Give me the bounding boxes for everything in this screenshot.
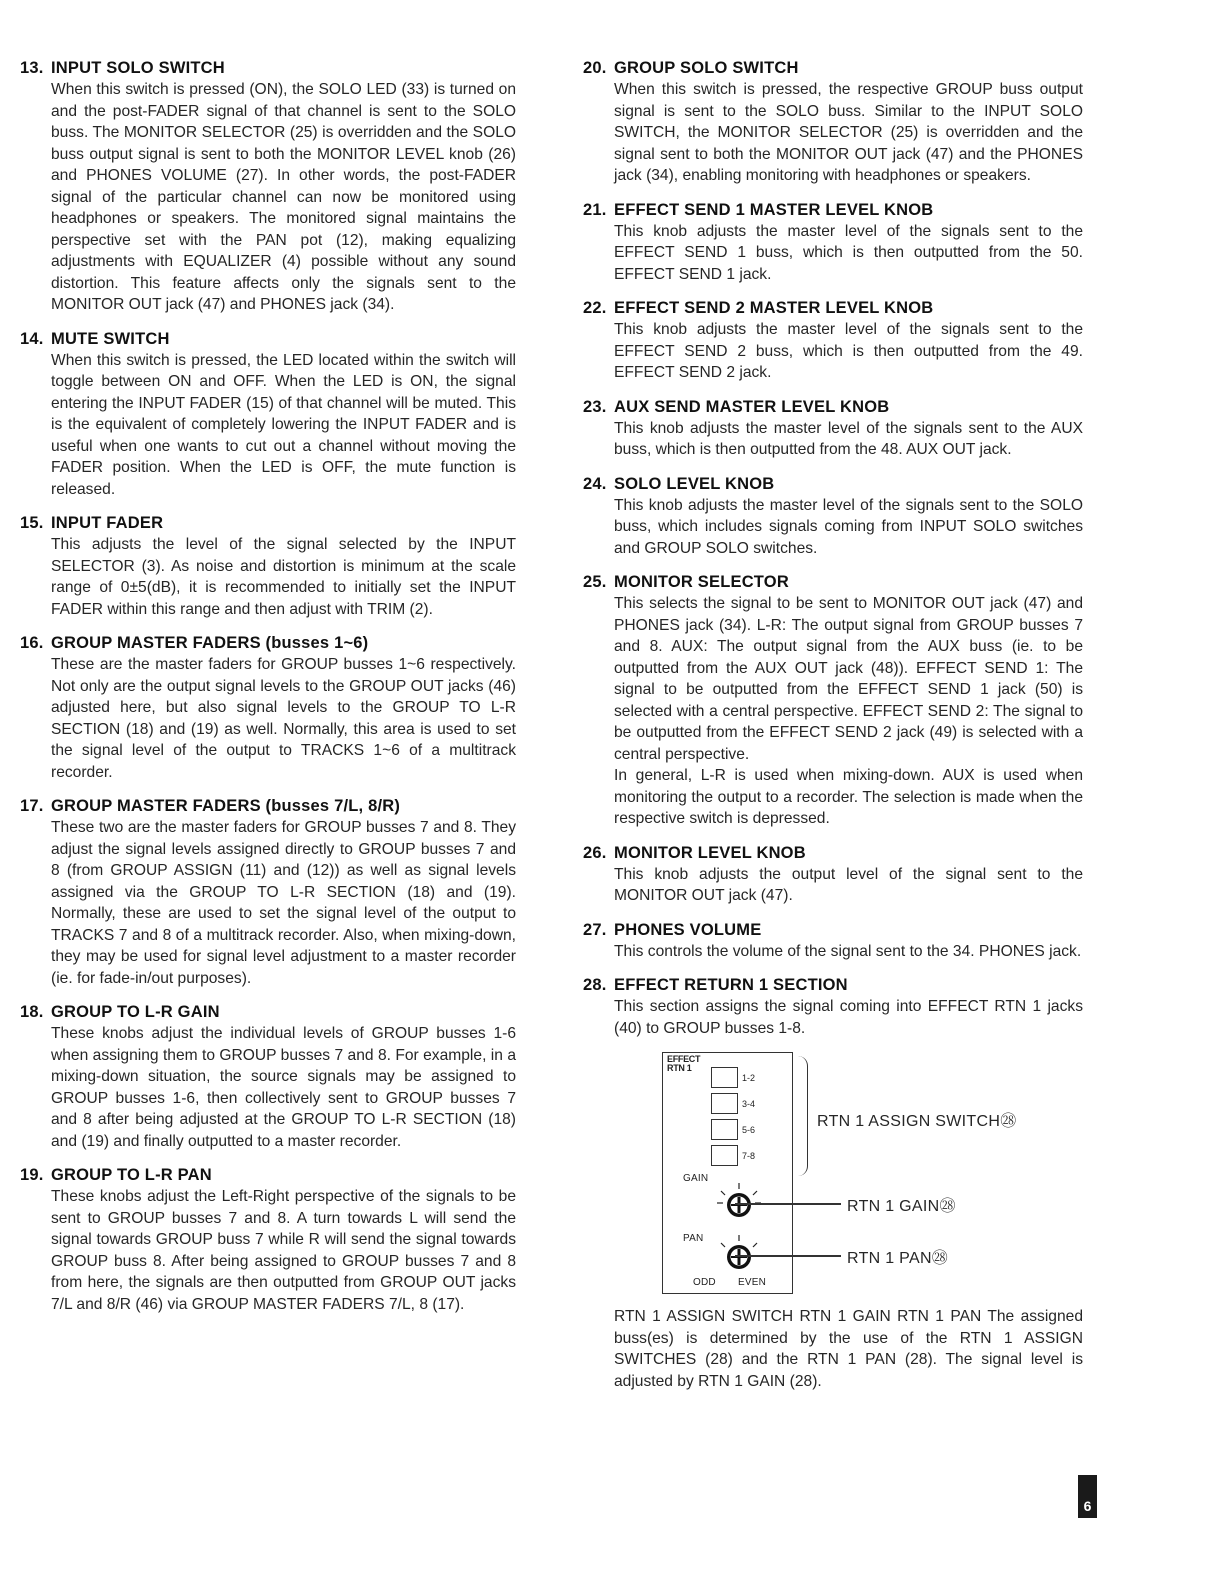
section-body: When this switch is pressed, the LED located within the switch will toggle between ON and OFF. When the LED is ON, the signal entering the INPUT FADER (15) of that channel will be muted. This is the equivalent of completely lowering the INPUT FADER and is useful when one wants to cut out a channel without moving the FADER position. When the LED is OFF, the mute function is released. — [51, 351, 516, 498]
assign-switch-3-4 — [711, 1093, 738, 1114]
gain-label: GAIN — [683, 1173, 709, 1184]
section-number: 23. — [583, 397, 607, 416]
assign-switch-5-6 — [711, 1119, 738, 1140]
callout-assign-switch: RTN 1 ASSIGN SWITCH㉘ — [817, 1113, 1017, 1130]
gain-leader-line — [735, 1203, 841, 1205]
section-body: These are the master faders for GROUP busses 1~6 respectively. Not only are the output signal levels to the GROUP OUT jacks (46) adjusted here, but also signal levels to the GROUP TO L-R SECTION (18) and (19) as well. Normally, this area is used to set the signal level of the output to TRACKS 1~6 of a multitrack recorder. — [51, 656, 516, 781]
pan-label: PAN — [683, 1233, 704, 1244]
switch-label-3-4: 3-4 — [742, 1099, 756, 1109]
section-number: 22. — [583, 299, 607, 317]
section-27 — [583, 920, 1083, 963]
section-number: 14. — [20, 329, 44, 348]
section-title: MONITOR LEVEL KNOB — [614, 843, 806, 862]
section-heading — [583, 920, 1083, 941]
section-28-continued — [583, 1306, 1083, 1392]
panel-title: EFFECT RTN 1 — [667, 1054, 701, 1073]
section-heading — [583, 397, 1083, 418]
section-number: 13. — [20, 59, 44, 77]
section-number: 15. — [20, 514, 44, 532]
assign-brace — [797, 1056, 808, 1176]
left-column — [20, 58, 516, 1328]
section-13 — [20, 58, 516, 316]
pan-leader-line — [735, 1255, 841, 1257]
section-heading — [20, 513, 516, 534]
switch-label-7-8: 7-8 — [742, 1151, 756, 1161]
section-number: 21. — [583, 200, 607, 219]
section-heading — [20, 1002, 516, 1023]
gain-knob-icon — [711, 1181, 767, 1229]
section-heading — [20, 796, 516, 817]
section-18 — [20, 1002, 516, 1152]
section-title: EFFECT SEND 1 MASTER LEVEL KNOB — [614, 200, 934, 219]
section-body: When this switch is pressed (ON), the SOLO LED (33) is turned on and the post-FADER signal of that channel is sent to the SOLO buss. The MONITOR SELECTOR (25) is overridden and the SOLO buss output signal is sent to both the MONITOR LEVEL knob (26) and PHONES VOLUME (27). In other words, the post-FADER signal of the particular channel can now be monitored using headphones or speakers. The monitored signal maintains the perspective set with the PAN pot (12), making equalizing adjustments with EQUALIZER (4) possible without any sound distortion. This feature affects only the signals sent to the MONITOR OUT jack (47) and PHONES jack (34). — [51, 81, 516, 313]
section-28-continued-text: RTN 1 ASSIGN SWITCH RTN 1 GAIN RTN 1 PAN The assigned buss(es) is determined by the use of the RTN 1 ASSIGN SWITCHES (28) and the RTN 1 PAN (28). The signal level is adjusted by RTN 1 GAIN (28). — [614, 1308, 1083, 1390]
section-title: GROUP TO L-R GAIN — [51, 1003, 220, 1021]
section-heading — [583, 572, 1083, 593]
right-column-sections — [583, 58, 1083, 1039]
section-body: This knob adjusts the output level of the signal sent to the MONITOR OUT jack (47). — [614, 865, 1083, 904]
section-22 — [583, 298, 1083, 384]
section-title: GROUP MASTER FADERS (busses 7/L, 8/R) — [51, 797, 401, 815]
section-16 — [20, 633, 516, 783]
right-column — [583, 58, 1083, 1405]
section-heading — [583, 975, 1083, 996]
section-26 — [583, 843, 1083, 907]
section-14 — [20, 329, 516, 501]
section-body: These knobs adjust the individual levels of GROUP busses 1-6 when assigning them to GROUP busses 7 and 8. For example, in a mixing-down situation, the source signals may be assigned to GROUP busses 1-6, then collectively sent to GROUP busses 7 and 8 after being adjusted at the GROUP TO L-R SECTION (18) and (19) and finally outputted to a master recorder. — [51, 1025, 516, 1150]
section-body: This selects the signal to be sent to MONITOR OUT jack (47) and PHONES jack (34). L-R: The output signal from GROUP busses 7 and 8. AUX: The output signal from the AUX buss (ie. to be outputted from the AUX OUT jack (48)). EFFECT SEND 1: The signal to be outputted from the EFFECT SEND 1 jack (50) is selected with a central perspective. EFFECT SEND 2: The signal to be outputted from the EFFECT SEND 2 jack (49) is selected with a central perspective. — [614, 595, 1083, 763]
section-body: These two are the master faders for GROUP busses 7 and 8. They adjust the signal levels assigned directly to GROUP busses 7 and 8 (from GROUP ASSIGN (11) and (12)) as well as signal levels assigned via the GROUP TO L-R SECTION (18) and (19). Normally, these are used to set the signal level of the output to TRACKS 7 and 8 of a multitrack recorder. Also, when mixing-down, they may be used for signal level adjustment to a master recorder (ie. for fade-in/out purposes). — [51, 819, 516, 987]
section-number: 19. — [20, 1166, 44, 1184]
section-body: These knobs adjust the Left-Right perspective of the signals to be sent to GROUP busses 7 and 8. A turn towards L will send the signal towards GROUP buss 7 while R will send the signal towards GROUP buss 8. After being assigned to GROUP busses 7 and 8 from here, the signals are then outputted from GROUP OUT jacks 7/L and 8/R (46) via GROUP MASTER FADERS 7/L, 8 (17). — [51, 1188, 516, 1313]
section-25 — [583, 572, 1083, 830]
section-body: This knob adjusts the master level of the signals sent to the EFFECT SEND 1 buss, which is then outputted from the 50. EFFECT SEND 1 jack. — [614, 222, 1083, 283]
assign-switch-7-8 — [711, 1145, 738, 1166]
effect-return-diagram — [583, 1052, 1083, 1300]
section-title: EFFECT RETURN 1 SECTION — [614, 976, 848, 994]
section-number: 27. — [583, 920, 607, 939]
section-body: When this switch is pressed, the respective GROUP buss output signal is sent to the SOLO buss. Similar to the INPUT SOLO SWITCH, the MONITOR SELECTOR (25) is overridden and the signal sent to both the MONITOR OUT jack (47) and the PHONES jack (34), enabling monitoring with headphones or speakers. — [614, 81, 1083, 184]
section-body: This knob adjusts the master level of the signals sent to the EFFECT SEND 2 buss, which is then outputted from the 49. EFFECT SEND 2 jack. — [614, 321, 1083, 381]
section-title: SOLO LEVEL KNOB — [614, 474, 775, 493]
section-heading — [583, 843, 1083, 864]
section-heading — [583, 298, 1083, 319]
switch-label-1-2: 1-2 — [742, 1073, 756, 1083]
switch-label-5-6: 5-6 — [742, 1125, 756, 1135]
section-20 — [583, 58, 1083, 187]
section-heading — [20, 1165, 516, 1186]
pan-even-label: EVEN — [738, 1277, 767, 1288]
section-body: This adjusts the level of the signal selected by the INPUT SELECTOR (3). As noise and distortion is minimum at the scale range of 0±5(dB), it is recommended to initially set the INPUT FADER within this range and then adjust with TRIM (2). — [51, 536, 516, 618]
section-28 — [583, 975, 1083, 1039]
section-body: In general, L-R is used when mixing-down. AUX is used when monitoring the output to a recorder. The selection is made when the respective switch is depressed. — [614, 767, 1083, 827]
pan-odd-label: ODD — [693, 1277, 716, 1288]
section-17 — [20, 796, 516, 989]
section-number: 20. — [583, 59, 607, 77]
section-title: INPUT FADER — [51, 514, 164, 532]
section-heading — [20, 633, 516, 654]
section-title: GROUP SOLO SWITCH — [614, 59, 799, 77]
section-title: MONITOR SELECTOR — [614, 573, 789, 591]
section-heading — [20, 329, 516, 350]
section-title: GROUP MASTER FADERS (busses 1~6) — [51, 634, 369, 652]
section-heading — [20, 58, 516, 79]
section-number: 28. — [583, 976, 607, 994]
section-body: This knob adjusts the master level of the signals sent to the SOLO buss, which includes signals coming from INPUT SOLO switches and GROUP SOLO switches. — [614, 496, 1083, 557]
section-15 — [20, 513, 516, 620]
section-number: 24. — [583, 474, 607, 493]
section-body: This section assigns the signal coming into EFFECT RTN 1 jacks (40) to GROUP busses 1-8. — [614, 998, 1083, 1037]
section-number: 26. — [583, 843, 607, 862]
section-title: EFFECT SEND 2 MASTER LEVEL KNOB — [614, 299, 934, 317]
section-19 — [20, 1165, 516, 1315]
section-24 — [583, 474, 1083, 560]
section-number: 16. — [20, 634, 44, 652]
callout-pan: RTN 1 PAN㉘ — [847, 1250, 949, 1267]
effect-return-panel — [662, 1052, 793, 1294]
section-body: This controls the volume of the signal sent to the 34. PHONES jack. — [614, 942, 1082, 960]
section-21 — [583, 200, 1083, 286]
callout-gain: RTN 1 GAIN㉘ — [847, 1198, 956, 1215]
section-heading — [583, 200, 1083, 221]
section-number: 18. — [20, 1003, 44, 1021]
section-title: GROUP TO L-R PAN — [51, 1166, 212, 1184]
page-number-tab: 6 — [1078, 1475, 1097, 1518]
section-title: INPUT SOLO SWITCH — [51, 59, 225, 77]
assign-switch-1-2 — [711, 1067, 738, 1088]
section-number: 17. — [20, 797, 44, 815]
section-title: PHONES VOLUME — [614, 920, 762, 939]
section-heading — [583, 58, 1083, 79]
section-23 — [583, 397, 1083, 461]
section-number: 25. — [583, 573, 607, 591]
section-heading — [583, 474, 1083, 495]
section-body: This knob adjusts the master level of the signals sent to the AUX buss, which is then outputted from the 48. AUX OUT jack. — [614, 419, 1083, 458]
section-title: AUX SEND MASTER LEVEL KNOB — [614, 397, 890, 416]
section-title: MUTE SWITCH — [51, 329, 170, 348]
